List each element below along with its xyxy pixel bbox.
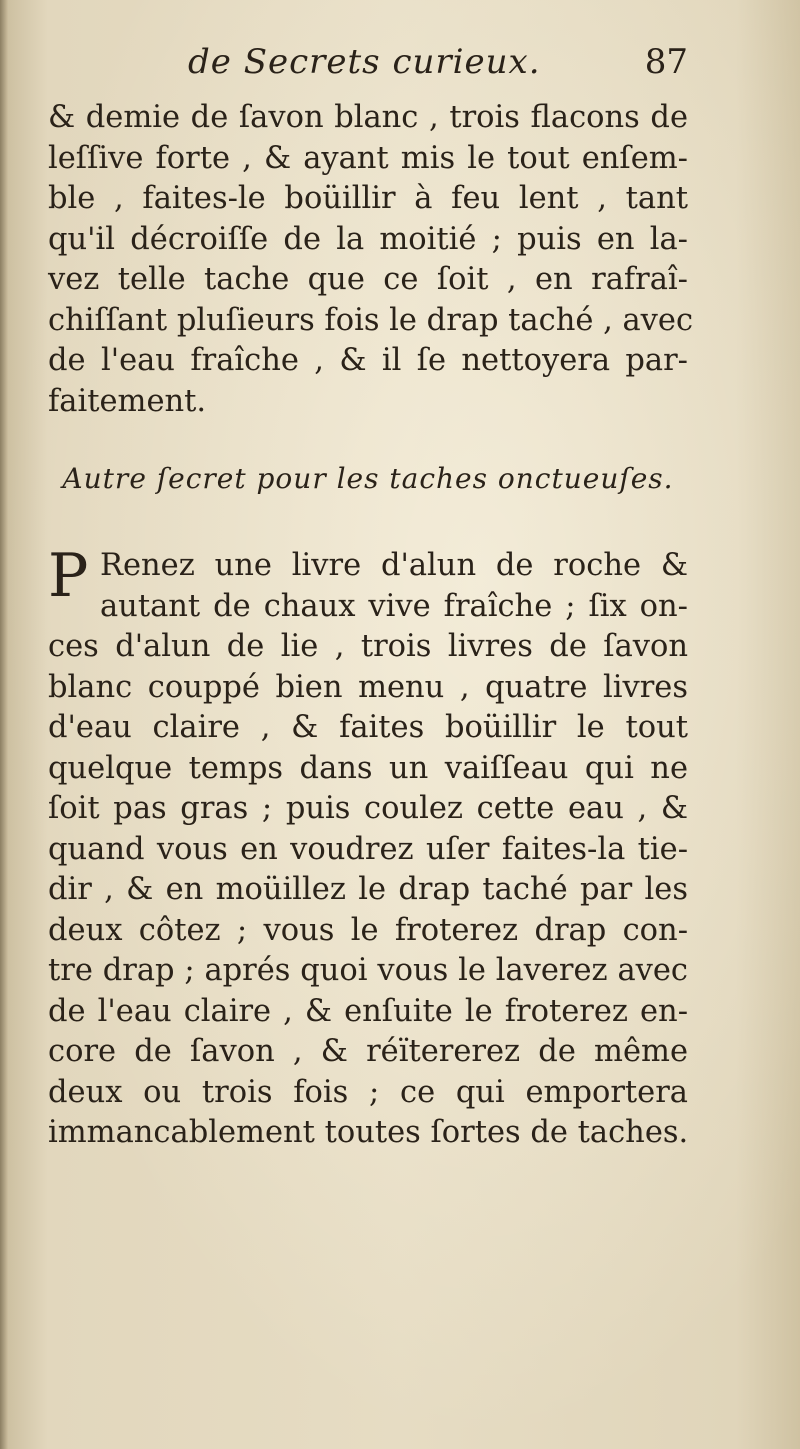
text-line: chiſſant pluſieurs fois le drap taché , avec (48, 302, 694, 338)
text-line: immancablement toutes ſortes de taches. (48, 1115, 689, 1150)
text-line: quand vous en voudrez uſer faites-la tie- (48, 831, 688, 867)
text-line: dir , & en moüillez le drap taché par les (48, 872, 688, 907)
text-line: & demie de ſavon blanc , trois flacons de (48, 100, 688, 135)
page-number: 87 (644, 42, 688, 82)
paragraph-body (48, 627, 688, 1154)
page-gutter-shadow (0, 0, 8, 1449)
text-line: tre drap ; aprés quoi vous le laverez avec (48, 953, 688, 988)
text-line: deux côtez ; vous le froterez drap con- (48, 912, 688, 948)
running-head (48, 42, 688, 90)
text-line: faitement. (48, 383, 207, 419)
text-line: quelque temps dans un vaiſſeau qui ne (48, 750, 688, 786)
text-line: blanc couppé bien menu , quatre livres (48, 669, 688, 705)
text-line: ces d'alun de lie , trois livres de ſavon (48, 629, 688, 664)
text-line: d'eau claire , & faites boüillir le tout (48, 710, 688, 745)
running-title: de Secrets curieux. (188, 42, 541, 82)
paragraph-opening (48, 541, 688, 627)
text-line: core de ſavon , & réïtererez de même (48, 1034, 688, 1069)
text-line: vez telle tache que ce ſoit , en rafraî- (48, 262, 688, 297)
text-line: de l'eau claire , & enſuite le froterez en- (48, 993, 688, 1029)
section-heading: Autre ſecret pour les taches onctueuſes. (62, 462, 674, 495)
text-line: autant de chaux vive fraîche ; ſix on- (100, 588, 688, 624)
text-line: ble , faites-le boüillir à feu lent , tant (48, 181, 688, 216)
drop-cap: P (48, 541, 89, 611)
text-line: leſſive forte , & ayant mis le tout enſem- (48, 140, 688, 176)
paragraph-continued (48, 98, 694, 422)
text-line: ſoit pas gras ; puis coulez cette eau , & (48, 791, 688, 826)
text-line: Renez une livre d'alun de roche & (100, 548, 688, 583)
text-line: de l'eau fraîche , & il ſe nettoyera par- (48, 343, 688, 378)
text-line: qu'il décroiſſe de la moitié ; puis en la- (48, 221, 688, 257)
text-line: deux ou trois fois ; ce qui emportera (48, 1074, 688, 1110)
